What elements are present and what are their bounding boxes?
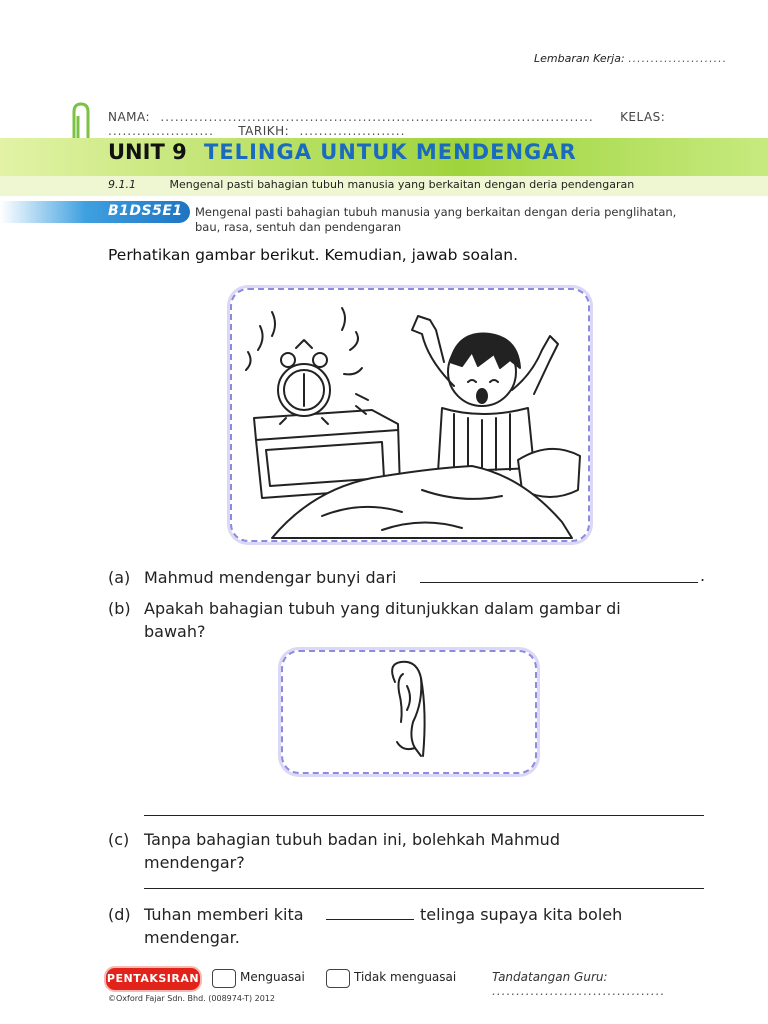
learning-standard (108, 178, 634, 191)
alarm-clock-boy-illustration (232, 290, 588, 540)
instruction-text: Perhatikan gambar berikut. Kemudian, jawab soalan. (108, 246, 519, 264)
question-a-period: . (700, 566, 706, 585)
answer-line-a[interactable] (420, 582, 698, 583)
answer-line-b[interactable] (144, 815, 704, 816)
question-b-label: (b) (108, 599, 131, 618)
question-d-label: (d) (108, 905, 131, 924)
ear-illustration (283, 652, 535, 772)
ds-desc-line-1: Mengenal pasti bahagian tubuh manusia yang berkaitan dengan deria penglihatan, (195, 205, 677, 219)
question-a-text: Mahmud mendengar bunyi dari (144, 568, 397, 587)
worksheet-label-text: Lembaran Kerja: (534, 52, 625, 65)
unit-topic: TELINGA UNTUK MENDENGAR (204, 140, 577, 164)
copyright-notice: ©Oxford Fajar Sdn. Bhd. (008974-T) 2012 (108, 994, 275, 1003)
worksheet-dots: ...................... (628, 52, 728, 65)
learning-standard-text: Mengenal pasti bahagian tubuh manusia yang berkaitan dengan deria pendengaran (169, 178, 635, 191)
question-d (108, 903, 304, 926)
class-field[interactable]: ...................... (108, 124, 214, 138)
student-info-row (108, 110, 768, 138)
class-label: KELAS: (620, 110, 666, 124)
question-c-line-2: mendengar? (144, 853, 245, 872)
date-field[interactable]: ...................... (299, 124, 406, 138)
question-d-part-1: Tuhan memberi kita (144, 905, 304, 924)
unit-title (108, 140, 577, 164)
name-label: NAMA: (108, 110, 151, 124)
worksheet-label (534, 52, 727, 65)
question-c (108, 828, 688, 874)
mastered-label: Menguasai (240, 970, 305, 984)
question-c-line-1: Tanpa bahagian tubuh badan ini, bolehkah Mahmud (144, 830, 560, 849)
ds-desc-line-2: bau, rasa, sentuh dan pendengaran (195, 220, 402, 234)
question-b-line-1: Apakah bahagian tubuh yang ditunjukkan dalam gambar di (144, 599, 621, 618)
not-mastered-label: Tidak menguasai (354, 970, 457, 984)
answer-blank-d[interactable] (326, 919, 414, 920)
assessment-badge: PENTAKSIRAN (104, 966, 202, 992)
learning-standard-code: 9.1.1 (108, 178, 136, 191)
question-b (108, 597, 688, 643)
not-mastered-checkbox[interactable] (326, 969, 350, 988)
question-b-line-2: bawah? (144, 622, 206, 641)
teacher-signature (492, 970, 768, 998)
performance-standard-description (195, 205, 715, 235)
unit-number: UNIT 9 (108, 140, 187, 164)
performance-standard-code: B1DS5E1 (108, 203, 183, 219)
question-c-label: (c) (108, 830, 130, 849)
question-a (108, 566, 396, 589)
question-d-part-2: telinga supaya kita boleh (420, 905, 623, 924)
question-a-label: (a) (108, 568, 131, 587)
date-label: TARIKH: (238, 124, 290, 138)
teacher-signature-label: Tandatangan Guru: (492, 970, 608, 984)
name-field[interactable]: .......................................................................................... (160, 110, 594, 124)
mastered-checkbox[interactable] (212, 969, 236, 988)
ear-picture-frame (281, 650, 537, 774)
teacher-signature-field[interactable]: .................................... (492, 984, 666, 998)
question-d-line-2: mendengar. (144, 928, 240, 947)
alarm-clock-picture-frame (230, 288, 590, 542)
answer-line-c[interactable] (144, 888, 704, 889)
